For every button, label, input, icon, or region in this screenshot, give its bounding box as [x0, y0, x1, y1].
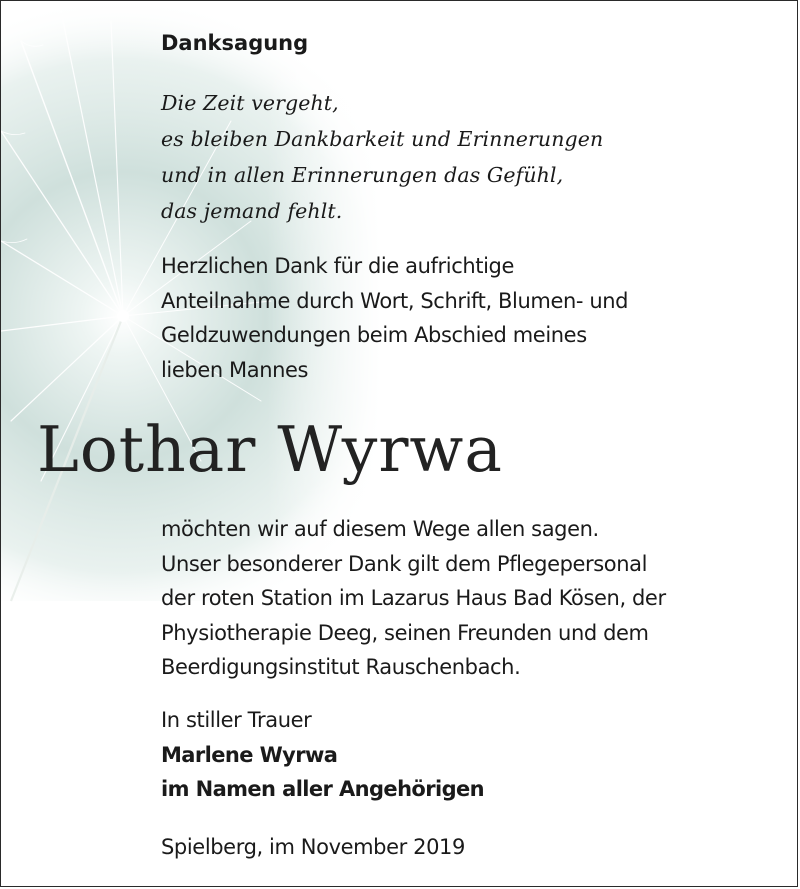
signature-name: Marlene Wyrwa: [161, 742, 338, 767]
signature-family: im Namen aller Angehörigen: [161, 777, 485, 801]
text-line: Unser besonderer Dank gilt dem Pflegepersonal: [161, 551, 648, 576]
text-line: der roten Station im Lazarus Haus Bad Kösen, der: [161, 586, 666, 610]
text-line: Physiotherapie Deeg, seinen Freunden und dem: [161, 620, 649, 645]
memorial-quote: [161, 85, 603, 229]
signature-intro: In stiller Trauer: [161, 708, 312, 732]
place-date: Spielberg, im November 2019: [161, 835, 465, 859]
thanks-body: [161, 512, 666, 685]
signature-block: [161, 703, 484, 807]
text-line: Geldzuwendungen beim Abschied meines: [161, 323, 587, 347]
quote-line: es bleiben Dankbarkeit und Erinnerungen: [161, 127, 604, 151]
quote-line: Die Zeit vergeht,: [161, 91, 339, 115]
quote-line: das jemand fehlt.: [161, 199, 343, 223]
text-line: lieben Mannes: [161, 357, 309, 382]
text-line: Beerdigungsinstitut Rauschenbach.: [161, 655, 521, 679]
text-line: möchten wir auf diesem Wege allen sagen.: [161, 517, 599, 541]
heading: Danksagung: [161, 31, 309, 55]
deceased-name: Lothar Wyrwa: [37, 413, 503, 486]
text-line: Herzlichen Dank für die aufrichtige: [161, 254, 514, 278]
card-content: [1, 1, 798, 887]
text-line: Anteilnahme durch Wort, Schrift, Blumen- und: [161, 288, 629, 313]
quote-line: und in allen Erinnerungen das Gefühl,: [161, 163, 564, 187]
thanks-intro: [161, 249, 628, 387]
